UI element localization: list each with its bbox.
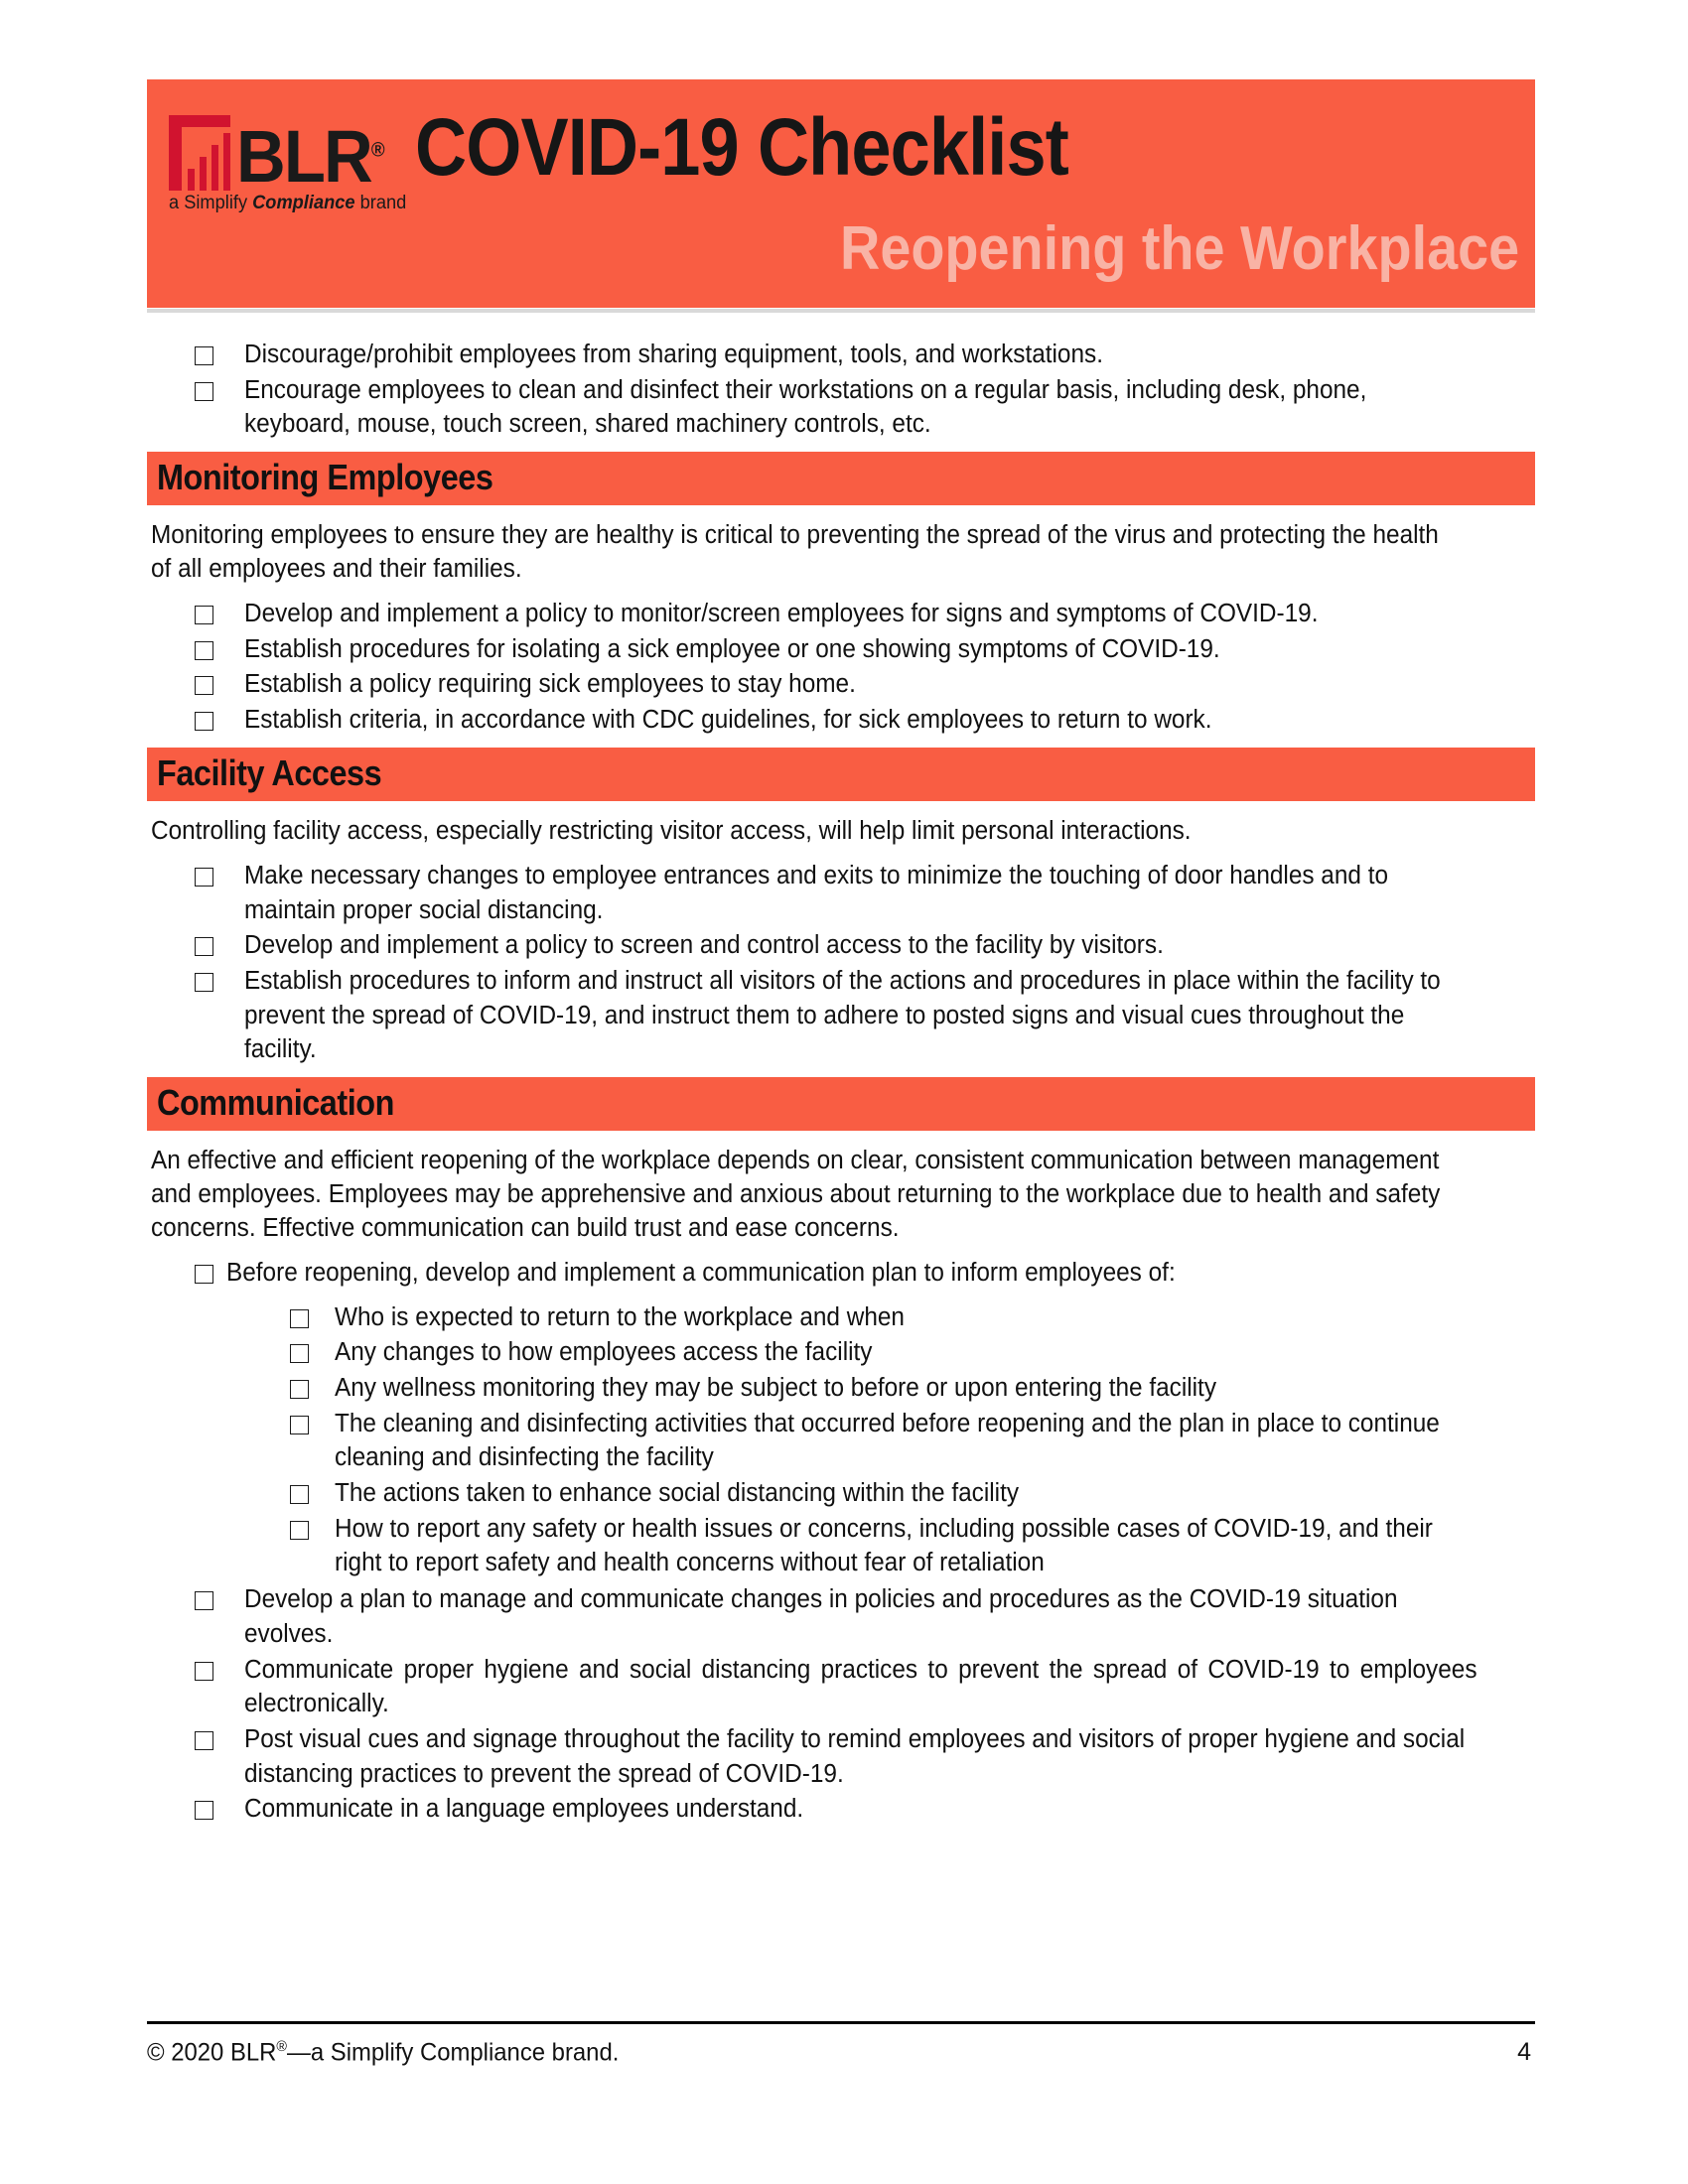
checklist-item-label: Develop and implement a policy to screen and control access to the facility by visitors. [244,931,1164,960]
checkbox-icon[interactable] [290,1344,309,1363]
checklist-item[interactable] [195,859,1535,927]
logo-wordmark-text: BLR [236,114,371,198]
section-heading: Facility Access [157,751,382,793]
page-number: 4 [1517,2038,1531,2066]
intro-checklist-item[interactable] [195,373,1535,442]
section-heading-bar [147,1077,1535,1131]
checklist-sub-item[interactable] [290,1335,1535,1370]
checklist-item[interactable] [195,703,1535,738]
logo-tagline-post: brand [354,193,407,213]
checklist-item-label: Communicate in a language employees understand. [244,1795,804,1824]
section-checklist [195,859,1535,1067]
footer-divider [147,2021,1535,2024]
blr-logo [169,107,417,236]
checkbox-icon[interactable] [195,973,213,992]
section-sub-checklist [290,1300,1535,1580]
document-body [147,328,1535,1837]
registered-mark-icon: ® [276,2037,287,2055]
checkbox-icon[interactable] [195,868,213,887]
checklist-item-label: The actions taken to enhance social distancing within the facility [335,1479,1020,1508]
content-section [147,1077,1535,1827]
checklist-item[interactable] [195,964,1535,1067]
checklist-item-label: Who is expected to return to the workplace and when [335,1302,905,1331]
checklist-item-label: Establish criteria, in accordance with CDC guidelines, for sick employees to return to work. [244,706,1212,735]
checklist-item[interactable] [195,597,1535,631]
checkbox-icon[interactable] [195,676,213,695]
checklist-item[interactable] [195,928,1535,963]
content-section [147,452,1535,738]
checklist-item-label: Communicate proper hygiene and social distancing practices to prevent the spread of COVID-19 to employees electronically. [244,1655,1477,1718]
checklist-item-label: Make necessary changes to employee entrances and exits to minimize the touching of door handles and to maintain proper social distancing. [244,862,1389,924]
section-checklist-lead [195,1256,1535,1291]
section-heading: Communication [157,1082,394,1124]
content-section [147,748,1535,1067]
checklist-lead-item[interactable] [195,1256,1535,1291]
checkbox-icon[interactable] [195,606,213,624]
checkbox-icon[interactable] [195,382,213,401]
intro-checklist-item[interactable] [195,338,1535,372]
checklist-item-label: Encourage employees to clean and disinfect their workstations on a regular basis, including desk, phone, keyboard, mouse, touch screen, shared machinery controls, etc. [244,375,1367,439]
checklist-item[interactable] [195,1653,1535,1721]
checklist-sub-item[interactable] [290,1371,1535,1406]
checkbox-icon[interactable] [195,1662,213,1681]
section-heading: Monitoring Employees [157,457,493,498]
checklist-item-label: Post visual cues and signage throughout the facility to remind employees and visitors of proper hygiene and social distancing practices to prevent the spread of COVID-19. [244,1724,1466,1788]
checkbox-icon[interactable] [290,1309,309,1328]
section-paragraph: An effective and efficient reopening of the workplace depends on clear, consistent communication between management and employees. Employees may be apprehensive and anxious about returning to the workplace due to health and safety concerns. Effective communication can build trust and ease concerns. [151,1147,1441,1243]
checklist-item-label: Establish procedures for isolating a sick employee or one showing symptoms of COVID-19. [244,634,1220,663]
intro-checklist [195,338,1535,442]
checklist-item[interactable] [195,1722,1535,1791]
checkbox-icon[interactable] [195,1591,213,1610]
logo-tagline-emphasis: Compliance [252,193,355,213]
checkbox-icon[interactable] [195,346,213,365]
section-checklist [195,597,1535,738]
checklist-item[interactable] [195,667,1535,702]
logo-wordmark [236,114,385,198]
checklist-item-label: Develop a plan to manage and communicate changes in policies and procedures as the COVID-19 situation evolves. [244,1585,1398,1648]
checklist-sub-item[interactable] [290,1300,1535,1335]
section-heading-bar [147,748,1535,801]
checklist-item-label: The cleaning and disinfecting activities that occurred before reopening and the plan in place to continue cleaning and disinfecting the facility [335,1409,1440,1472]
logo-tagline [169,193,407,214]
copyright-text-post: —a Simplify Compliance brand. [286,2038,620,2066]
document-masthead [147,79,1535,308]
footer-row [147,2038,1535,2067]
registered-mark-icon: ® [370,139,385,162]
checklist-item-label: Any changes to how employees access the facility [335,1338,873,1367]
checkbox-icon[interactable] [195,1731,213,1750]
checklist-sub-item[interactable] [290,1512,1535,1580]
checklist-item[interactable] [195,1792,1535,1827]
page-subtitle: Reopening the Workplace [839,214,1519,283]
page-footer [147,2021,1535,2067]
checklist-item-label: Establish procedures to inform and instruct all visitors of the actions and procedures in place within the facility to prevent the spread of COVID-19, and instruct them to adhere to posted signs and visual cues throughout the facility. [244,967,1441,1064]
checkbox-icon[interactable] [290,1485,309,1504]
checklist-sub-item[interactable] [290,1407,1535,1475]
checkbox-icon[interactable] [195,1265,213,1284]
checklist-sub-item[interactable] [290,1476,1535,1511]
checkbox-icon[interactable] [195,712,213,731]
logo-mark-row [169,107,417,198]
checklist-item[interactable] [195,632,1535,667]
section-heading-bar [147,452,1535,505]
checklist-item-label: Develop and implement a policy to monitor/screen employees for signs and symptoms of COVID-19. [244,600,1319,628]
page-title: COVID-19 Checklist [415,102,1068,193]
section-paragraph: Monitoring employees to ensure they are healthy is critical to preventing the spread of the virus and protecting the health of all employees and their families. [151,521,1439,584]
section-paragraph: Controlling facility access, especially restricting visitor access, will help limit personal interactions. [151,817,1192,846]
checkbox-icon[interactable] [290,1416,309,1434]
checkbox-icon[interactable] [290,1521,309,1540]
checkbox-icon[interactable] [195,937,213,956]
checklist-item-label: Establish a policy requiring sick employees to stay home. [244,670,856,699]
checkbox-icon[interactable] [290,1380,309,1399]
checklist-item-label: Any wellness monitoring they may be subject to before or upon entering the facility [335,1374,1217,1403]
copyright-text-pre: © 2020 BLR [147,2038,277,2066]
logo-tagline-pre: a Simplify [169,193,253,213]
page-content-area [147,0,1535,2184]
checkbox-icon[interactable] [195,641,213,660]
bar-chart-icon [169,111,232,191]
copyright-notice [147,2038,619,2067]
checklist-item-label: How to report any safety or health issues or concerns, including possible cases of COVID-19, and their right to report safety and health concerns without fear of retaliation [335,1514,1433,1577]
checklist-item-label: Discourage/prohibit employees from sharing equipment, tools, and workstations. [244,341,1103,368]
sections-container [147,452,1535,1827]
checklist-item-label: Before reopening, develop and implement a communication plan to inform employees of: [226,1259,1176,1288]
checklist-item[interactable] [195,1582,1535,1651]
checkbox-icon[interactable] [195,1801,213,1820]
section-checklist [195,1582,1535,1827]
